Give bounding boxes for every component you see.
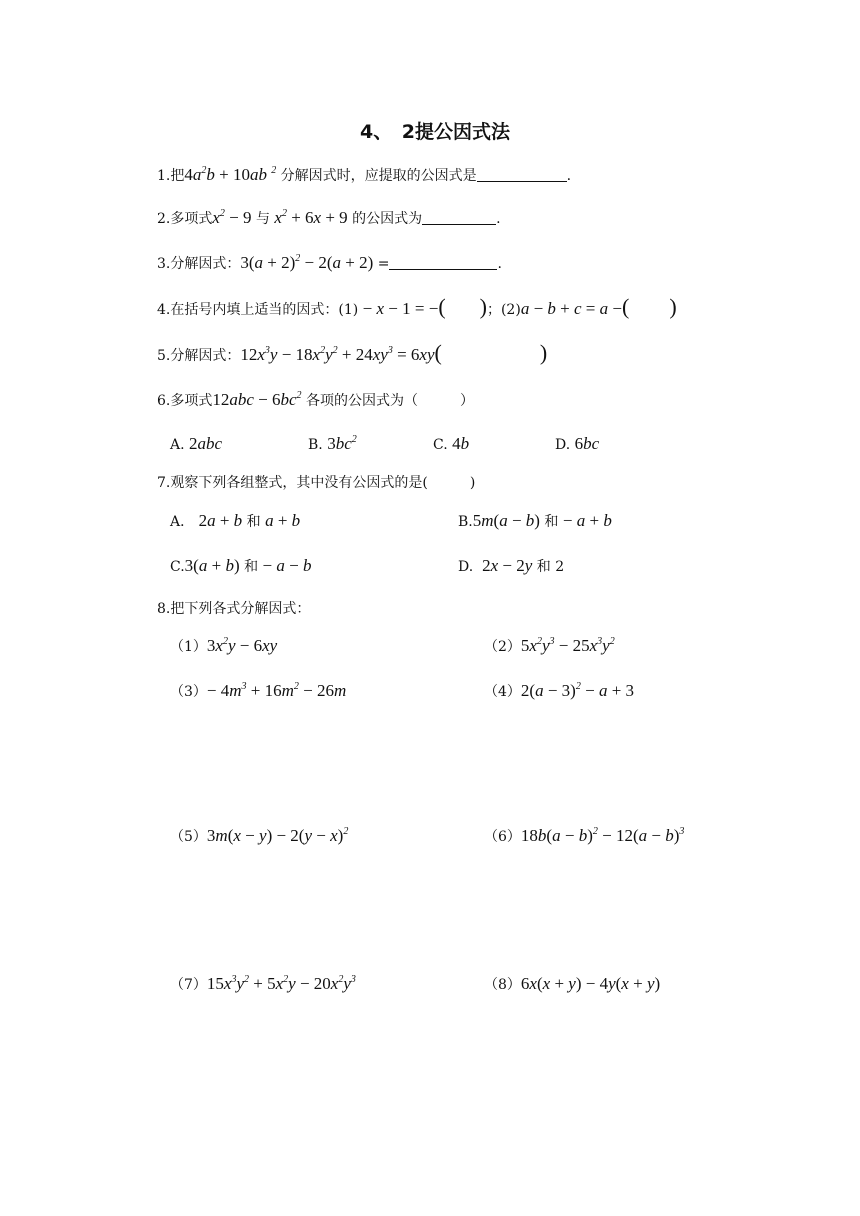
q2-suffix: 的公因式为 [352,211,423,227]
q2-expression-a: $x^2 - 9$ [212,208,252,227]
question-8: 8.把下列各式分解因式： [157,601,311,617]
q2-answer-blank[interactable] [422,224,496,225]
q8-item-8: （8）6x(x + y) − 4y(x + y) [484,974,661,993]
q2-prefix: 2.多项式 [157,211,213,227]
question-2 [157,208,501,228]
q1-end: . [566,168,572,184]
q2-mid: 与 [255,211,270,227]
q4-prefix: 4.在括号内填上适当的因式：(1) [157,302,359,318]
q1-prefix: 1.把 [157,168,185,184]
q7-option-d[interactable]: D. 2x − 2y 和 2 [458,556,565,575]
q3-prefix: 3.分解因式： [157,256,241,272]
q3-end: . [497,256,502,272]
question-3 [157,253,502,273]
q6-prefix: 6.多项式 [157,393,213,409]
q3-expression: $3(a + 2)^2 - 2(a + 2)$ [240,253,374,272]
q4-expression-1: − x − 1 = − [362,299,439,318]
q8-item-6: $(6)18b(a - b)^2 - 12(a - b)^3$ [484,826,685,845]
q2-expression-b: $x^2 + 6x + 9$ [274,208,348,227]
q8-item-1: $(1)3x^2y - 6xy$ [170,636,278,655]
q5-prefix: 5.分解因式： [157,348,241,364]
q1-suffix: 分解因式时，应提取的公因式是 [280,168,477,184]
question-6 [157,390,474,410]
q6-option-d[interactable]: D. 6bc [555,434,600,453]
q8-item-3: $(3)- 4m^3 + 16m^2 - 26m$ [170,681,347,700]
q3-suffix: = [377,256,390,272]
q8-item-5: $(5)3m(x - y) - 2(y - x)^2$ [170,826,349,845]
q7-option-c[interactable]: C.3(a + b) 和 − a − b [170,556,312,575]
q4-expression-2: a − b + c = a − [520,299,622,318]
q1-answer-blank[interactable] [477,181,567,182]
q6-expression: $12abc - 6bc^2$ [212,390,302,409]
question-7: 7.观察下列各组整式，其中没有公因式的是( ) [157,475,476,491]
q6-option-b[interactable]: B. $3bc^2$ [308,434,357,453]
question-4: 4.在括号内填上适当的因式：(1) − x − 1 = −( )；(2)a − b + c = a −( ) [157,294,677,319]
q3-answer-blank[interactable] [389,269,497,270]
q7-option-b[interactable]: B.5m(a − b) 和 − a + b [458,511,612,530]
q6-option-a[interactable]: A. 2abc [170,434,223,453]
question-5: 5.分解因式：$12x^3y - 18x^2y^2 + 24xy^3 = 6xy$( ) [157,340,548,365]
q8-item-2: $(2)5x^2y^3 - 25x^3y^2$ [484,636,615,655]
q4-mid: ；(2) [486,302,521,318]
question-1 [157,165,571,185]
q7-option-a[interactable]: A． 2a + b 和 a + b [170,511,301,530]
q6-suffix: 各项的公因式为（ ） [306,393,474,409]
q1-expression: $4a^2b + 10ab$ $^2$ [184,165,277,184]
q8-item-4: $(4)2(a - 3)^2 - a + 3$ [484,681,635,700]
q8-item-7: $(7)15x^3y^2 + 5x^2y - 20x^2y^3$ [170,974,356,993]
page-title: 4、 2提公因式法 [360,121,510,143]
q5-expression: $12x^3y - 18x^2y^2 + 24xy^3 = 6xy$ [240,345,435,364]
q2-end: . [496,211,501,227]
q6-option-c[interactable]: C. 4b [433,434,470,453]
